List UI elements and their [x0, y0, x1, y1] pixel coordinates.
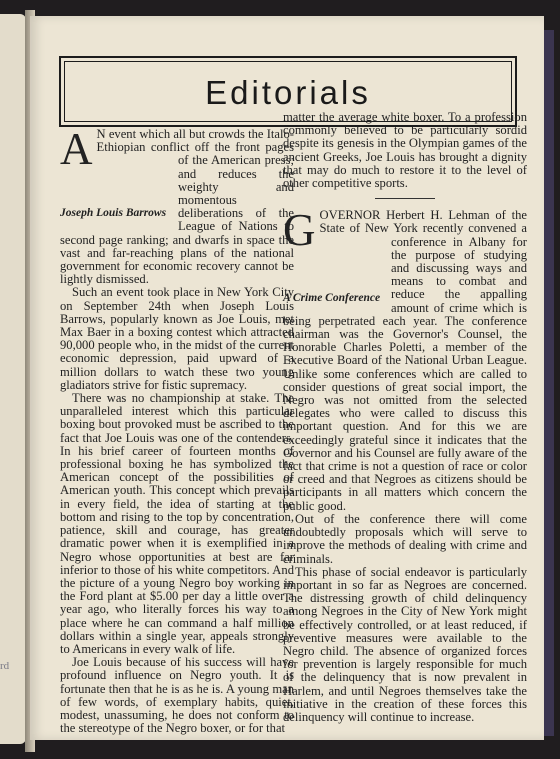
article-2-paragraph-1 [283, 205, 527, 513]
article-1-paragraph-4: Joe Louis because of his success will have profound influence on Negro youth. It is fortunate then that he is as he is. A young man of few words, of exemplary habits, quiet, modest, unassuming, he does not conform to the stereotype of the Negro boxer, or for that [60, 655, 294, 736]
article-2-paragraph-2: Out of the conference there will come undoubtedly proposals which will serve to improve the methods of dealing with crime and criminals. [283, 511, 527, 566]
article-2-paragraph-3: This phase of social endeavor is particularly important in so far as Negroes are concerned. The distressing growth of child delinquency among Negroes in the City of New York might be effectively controlled, or at least reduced, if preventive measures were available to the Negro child. The absence of organized forces for prevention is largely responsible for much of the delinquency that is now prevalent in Harlem, and until Negroes themselves take the initiative in the creation of these forces this delinquency will continue to increase. [283, 564, 527, 724]
article-1-paragraph-4-continued: matter the average white boxer. To a profession commonly believed to be particularly sordid despite its genesis in the Olympian games of the ancient Greeks, Joe Louis has brought a dignity that may do much to restore it to the level of other competitive sports. [283, 110, 527, 191]
article-1-paragraph-1 [60, 124, 294, 287]
article-1-paragraph-2: Such an event took place in New York City on September 24th when Joseph Louis Barrows, popularly known as Joe Louis, met Max Baer in a boxing contest which attracted 90,000 people who, in the midst of the current economic depression, paid upward of a million dollars to watch these two young gladiators strive for fistic supremacy. [60, 285, 294, 392]
page-title: Editorials [205, 73, 371, 111]
article-2-dropcap: G [283, 205, 316, 256]
magazine-page [30, 16, 544, 740]
facing-page-edge [0, 14, 26, 744]
article-2-sidehead: A Crime Conference [283, 292, 381, 305]
article-separator [375, 198, 435, 199]
page-edge-shadow [544, 30, 554, 736]
article-1-dropcap: A [60, 124, 93, 174]
right-column [283, 111, 527, 724]
left-column [60, 124, 294, 736]
article-1-paragraph-1-text: N event which all but crowds the Italo-Ethiopian conflict off the front pages of the American press; and reduces the weighty and momentous deliberations of the League of Nations to second page ranking; and dwarfs in space the vast and far-reaching plans of the national government for economic recovery cannot be lightly dismissed. [60, 127, 294, 287]
article-1-sidehead: Joseph Louis Barrows [60, 207, 167, 219]
facing-page-text-fragment: rd [0, 660, 10, 672]
article-2-paragraph-1-text: OVERNOR Herbert H. Lehman of the State of New York recently convened a conference in Albany for the purpose of studying and discussing ways and means to combat and reduce the appalling amount of crime which is being perpetrated each year. The conference chairman was the Governor's Counsel, the Honorable Charles Poletti, a member of the Executive Board of the National Urban League. Unlike some conferences which are called to consider questions of great social import, the Negro was not omitted from the selected delegates who were called to discuss this important question. And for this we are exceedingly grateful since it indicates that the Governor and his Counsel are fully aware of the fact that crime is not a question of race or color or creed and that Negroes as citizens should be participants in all matters which concern the public good. [283, 208, 527, 513]
article-1-paragraph-3: There was no championship at stake. The unparalleled interest which this particular boxing bout provoked must be ascribed to the fact that Joe Louis was one of the contenders. In his brief career of fourteen months of professional boxing he has symbolized the American concept of the possibilities of American youth. This concept which prevails in every field, the idea of starting at the bottom and rising to the top by concentration, patience, skill and courage, has greater dramatic power when it is exemplified in a Negro whose opportunities at best are far inferior to those of his white competitors. And the picture of a young Negro boy working in the Ford plant at $5.00 per day a little over a year ago, who literally forces his way to a place where he can command a half million dollars within a single year, appeals strongly to Americans in every walk of life. [60, 391, 294, 656]
